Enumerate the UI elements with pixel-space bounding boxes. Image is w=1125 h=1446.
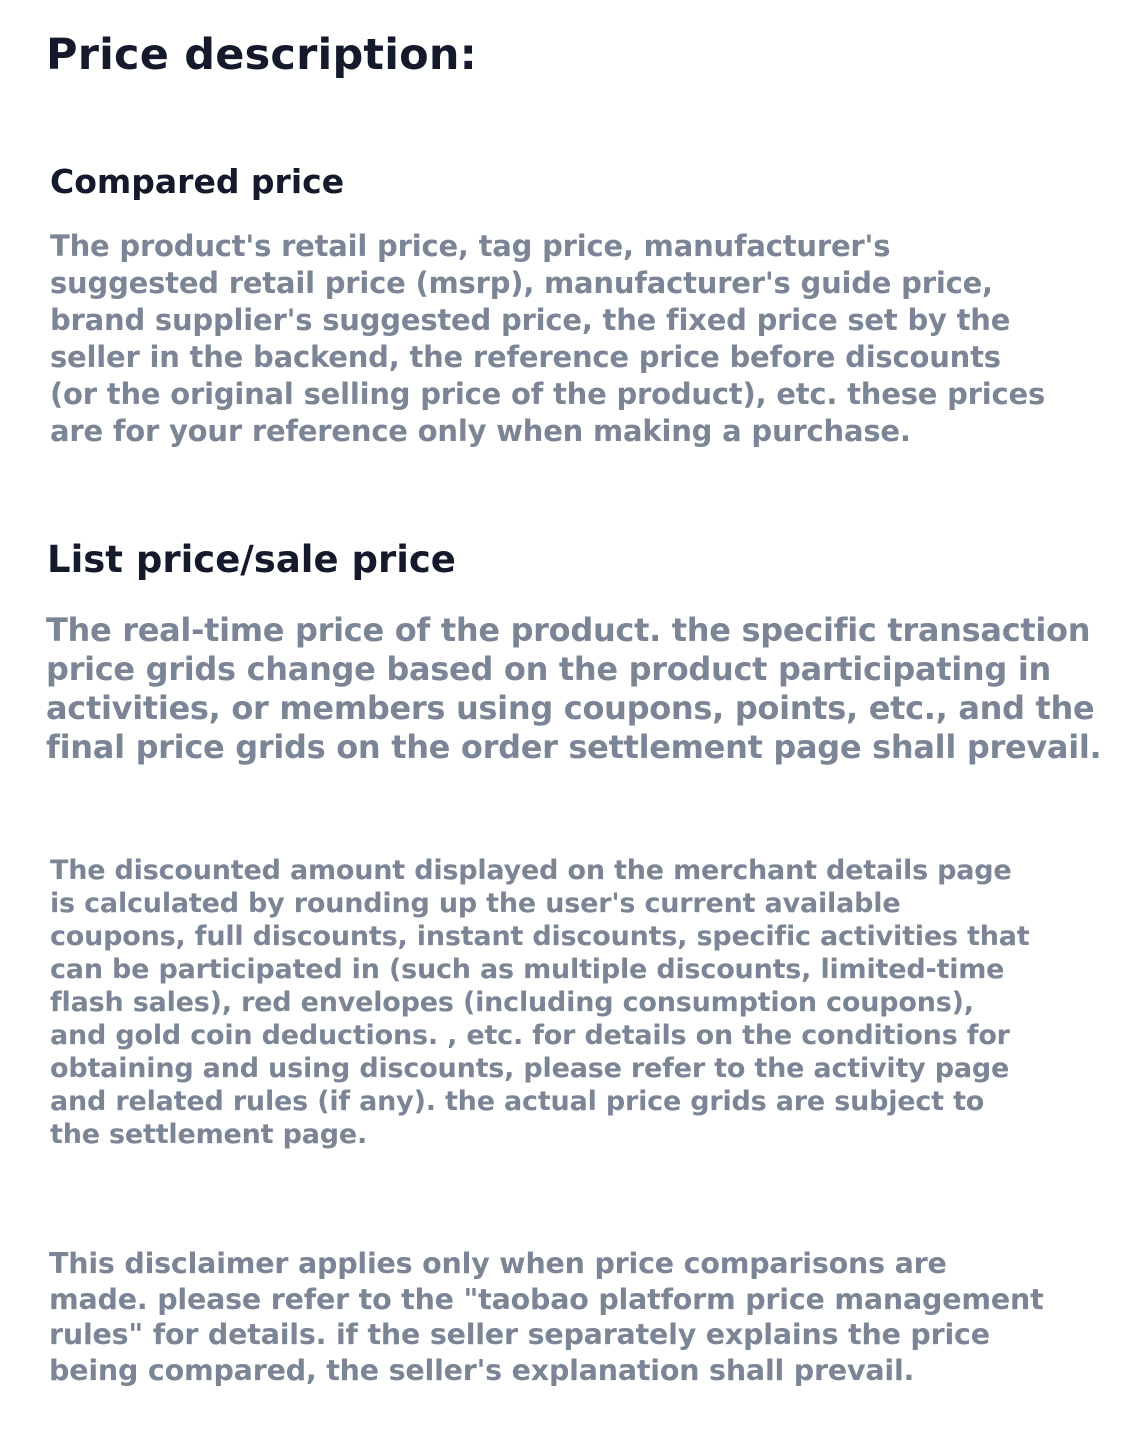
text-line: made. please refer to the "taobao platform price management [49, 1282, 1044, 1316]
text-line: are for your reference only when making a purchase. [50, 414, 911, 448]
text-line: The product's retail price, tag price, manufacturer's [50, 229, 891, 263]
text-line: and gold coin deductions. , etc. for details on the conditions for [50, 1020, 1010, 1051]
text-line: rules" for details. if the seller separately explains the price [49, 1318, 990, 1351]
text-line: the settlement page. [50, 1119, 368, 1150]
page-title: Price description: [46, 30, 478, 80]
text-line: The real-time price of the product. the specific transaction [46, 611, 1091, 649]
compared-price-description [50, 228, 1070, 450]
text-line: obtaining and using discounts, please refer to the activity page [50, 1053, 1010, 1084]
disclaimer-note [49, 1246, 1089, 1388]
list-price-heading: List price/sale price [47, 538, 456, 581]
list-price-description [46, 611, 1111, 767]
text-line: suggested retail price (msrp), manufacturer's guide price, [50, 266, 993, 300]
compared-price-heading: Compared price [50, 162, 345, 201]
text-line: activities, or members using coupons, points, etc., and the [46, 689, 1095, 727]
text-line: (or the original selling price of the product), etc. these prices [50, 377, 1046, 411]
text-line: coupons, full discounts, instant discounts, specific activities that [50, 921, 1030, 952]
text-line: can be participated in (such as multiple discounts, limited-time [50, 954, 1005, 985]
text-line: This disclaimer applies only when price comparisons are [49, 1247, 947, 1280]
text-line: flash sales), red envelopes (including consumption coupons), [50, 987, 974, 1018]
text-line: The discounted amount displayed on the merchant details page [50, 855, 1012, 886]
text-line: and related rules (if any). the actual price grids are subject to [50, 1086, 985, 1117]
text-line: seller in the backend, the reference price before discounts [50, 340, 1001, 374]
text-line: being compared, the seller's explanation shall prevail. [49, 1353, 915, 1387]
text-line: price grids change based on the product participating in [46, 650, 1052, 688]
text-line: brand supplier's suggested price, the fixed price set by the [50, 303, 1011, 337]
text-line: is calculated by rounding up the user's current available [50, 888, 901, 919]
text-line: final price grids on the order settlement page shall prevail. [46, 728, 1102, 766]
discount-note [50, 854, 1090, 1151]
